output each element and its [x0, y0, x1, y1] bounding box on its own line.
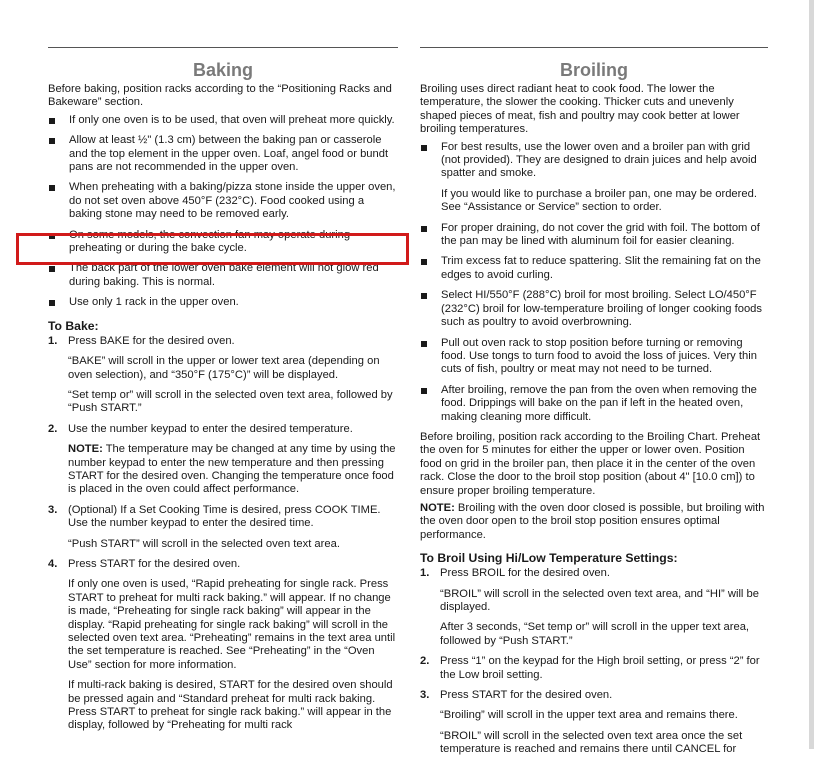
broiling-bullet	[420, 337, 768, 377]
bullet-text: After broiling, remove the pan from the oven when removing the food. Drippings will bake on the pan if left in the heated oven, making cleaning more difficult.	[441, 383, 757, 423]
step-detail: After 3 seconds, “Set temp or” will scroll in the upper text area, followed by “Push START.”	[440, 621, 750, 647]
bullet-square-icon	[49, 185, 55, 191]
step-text: (Optional) If a Set Cooking Time is desired, press COOK TIME. Use the number keypad to enter the desired time.	[68, 503, 381, 530]
bullet-square-icon	[421, 341, 427, 347]
baking-rule	[48, 47, 398, 48]
step-detail: “Push START” will scroll in the selected oven text area.	[68, 537, 340, 550]
bullet-square-icon	[49, 118, 55, 124]
step-number: 1.	[420, 567, 430, 580]
step-item	[48, 335, 398, 416]
bullet-detail: If you would like to purchase a broiler pan, one may be ordered. See “Assistance or Service” section to order.	[441, 187, 757, 214]
broiling-bullet	[420, 141, 768, 215]
bullet-text: For proper draining, do not cover the grid with foil. The bottom of the pan may be lined with aluminum foil for easier cleaning.	[441, 221, 760, 248]
bullet-text: Pull out oven rack to stop position before turning or removing food. Use tongs to turn food to avoid the loss of juices. Very thin cuts of fish, poultry or meat may not need to be turned.	[441, 336, 757, 376]
step-detail: If only one oven is used, “Rapid preheating for single rack. Press START to preheat for multi rack baking.” will appear. If no change is made, “Preheating for single rack baking” will appear in the display. “Rapid preheating for single rack baking” will scroll in the selected oven text area. “Preheating” remains in the text area until the set temperature is reached. See “Preheating” in the “Oven Use” section for more information.	[68, 578, 396, 671]
step-text: Press START for the desired oven.	[68, 557, 241, 570]
baking-bullets	[48, 114, 398, 310]
hilo-heading: To Broil Using Hi/Low Temperature Settings:	[420, 551, 678, 566]
broiling-intro: Broiling uses direct radiant heat to cook food. The lower the temperature, the slower the cooking. Thicker cuts and unevenly shaped pieces of meat, fish and poultry may cook better at lower broiling temperatures.	[420, 83, 740, 136]
step-number: 2.	[420, 655, 430, 668]
step-text: Press BAKE for the desired oven.	[68, 334, 235, 347]
highlight-box	[16, 233, 409, 265]
broiling-note	[420, 502, 768, 542]
step-number: 4.	[48, 557, 58, 570]
step-text: Press START for the desired oven.	[440, 689, 613, 702]
broiling-bullets	[420, 141, 768, 424]
step-number: 1.	[48, 334, 58, 347]
step-detail: “BROIL” will scroll in the selected oven text area once the set temperature is reached and remains there until CANCEL for	[440, 729, 743, 756]
step-text: Press BROIL for the desired oven.	[440, 567, 610, 580]
bullet-square-icon	[49, 138, 55, 144]
bullet-text: When preheating with a baking/pizza stone inside the upper oven, do not set oven above 450°F (232°C). Food cooked using a baking stone may need to be removed early.	[69, 181, 396, 221]
note-label: NOTE:	[68, 443, 103, 456]
bullet-square-icon	[421, 388, 427, 394]
step-item	[48, 558, 398, 733]
broiling-rule	[420, 47, 768, 48]
bullet-text: If only one oven is to be used, that oven will preheat more quickly.	[69, 113, 395, 126]
note-text: The temperature may be changed at any time by using the number keypad to enter the new temperature and then pressing START for the desired oven. Changing the temperature once food is placed in the oven could affect performance.	[68, 443, 396, 496]
bullet-text: Use only 1 rack in the upper oven.	[69, 296, 239, 309]
broiling-bullet	[420, 222, 768, 249]
broiling-heading: Broiling	[560, 60, 628, 80]
step-item	[420, 655, 768, 682]
note-label: NOTE:	[420, 501, 455, 514]
note-text: Broiling with the oven door closed is possible, but broiling with the oven door open to the broil stop position ensures optimal performance.	[420, 501, 765, 541]
bullet-square-icon	[49, 300, 55, 306]
step-item	[420, 567, 768, 648]
bullet-text: For best results, use the lower oven and a broiler pan with grid (not provided). They are designed to drain juices and help avoid spatter and smoke.	[441, 140, 757, 180]
broiling-para: Before broiling, position rack according to the Broiling Chart. Preheat the oven for 5 minutes for either the upper or lower oven. Position food on grid in the broiler pan, then place it in the center of the oven rack. Close the door to the broil stop position (about 4" [10.0 cm]) to ensure proper broiling temperature.	[420, 430, 761, 497]
step-item	[48, 504, 398, 551]
bullet-square-icon	[421, 145, 427, 151]
bullet-text: Trim excess fat to reduce spattering. Slit the remaining fat on the edges to avoid curling.	[441, 255, 761, 281]
step-number: 3.	[48, 503, 58, 516]
baking-bullet	[48, 262, 398, 289]
step-text: Press “1” on the keypad for the High broil setting, or press “2” for the Low broil setting.	[440, 655, 760, 681]
step-detail: “BAKE” will scroll in the upper or lower text area (depending on oven selection), and “350°F (175°C)” will be displayed.	[68, 355, 380, 381]
step-note	[68, 443, 398, 497]
bullet-text: On some models, the convection fan may operate during preheating or during the bake cycle.	[69, 228, 351, 255]
bullet-text: Select HI/550°F (288°C) broil for most broiling. Select LO/450°F (232°C) broil for low-temperature broiling of longer cooking foods such as poultry to avoid overbrowning.	[441, 289, 762, 329]
step-item	[420, 689, 768, 757]
bullet-text: The back part of the lower oven bake element will not glow red during baking. This is normal.	[69, 262, 379, 288]
broiling-bullet	[420, 255, 768, 282]
step-detail: “Broiling” will scroll in the upper text area and remains there.	[440, 709, 738, 722]
baking-bullet	[48, 134, 398, 174]
baking-bullet	[48, 181, 398, 221]
broil-steps	[420, 567, 768, 756]
step-detail: “BROIL” will scroll in the selected oven text area, and “HI” will be displayed.	[440, 587, 759, 613]
to-bake-steps	[48, 335, 398, 733]
to-bake-heading: To Bake:	[48, 318, 99, 333]
baking-bullet	[48, 296, 398, 309]
baking-bullet	[48, 114, 398, 127]
step-detail: “Set temp or” will scroll in the selected oven text area, followed by “Push START.”	[68, 388, 393, 415]
step-number: 2.	[48, 422, 58, 435]
bullet-square-icon	[421, 259, 427, 265]
bullet-square-icon	[421, 293, 427, 299]
step-item	[48, 423, 398, 497]
bullet-text: Allow at least ½" (1.3 cm) between the baking pan or casserole and the top element in the upper oven. Loaf, angel food or bundt pans are not recommended in the upper oven.	[69, 134, 389, 174]
step-number: 3.	[420, 689, 430, 702]
broiling-bullet	[420, 384, 768, 424]
baking-intro: Before baking, position racks according to the “Positioning Racks and Bakeware” section.	[48, 83, 392, 109]
step-detail: If multi-rack baking is desired, START for the desired oven should be pressed again and “Standard preheat for multi rack baking. Press START to preheat for single rack baking.” will appear in the display, followed by “Preheating for multi rack	[68, 679, 393, 732]
broiling-bullet	[420, 289, 768, 329]
step-text: Use the number keypad to enter the desired temperature.	[68, 422, 353, 435]
baking-section	[48, 47, 398, 740]
bullet-square-icon	[421, 226, 427, 232]
baking-heading: Baking	[192, 60, 253, 80]
page-edge	[809, 0, 814, 749]
bullet-square-icon	[49, 266, 55, 272]
broiling-section	[420, 47, 768, 764]
